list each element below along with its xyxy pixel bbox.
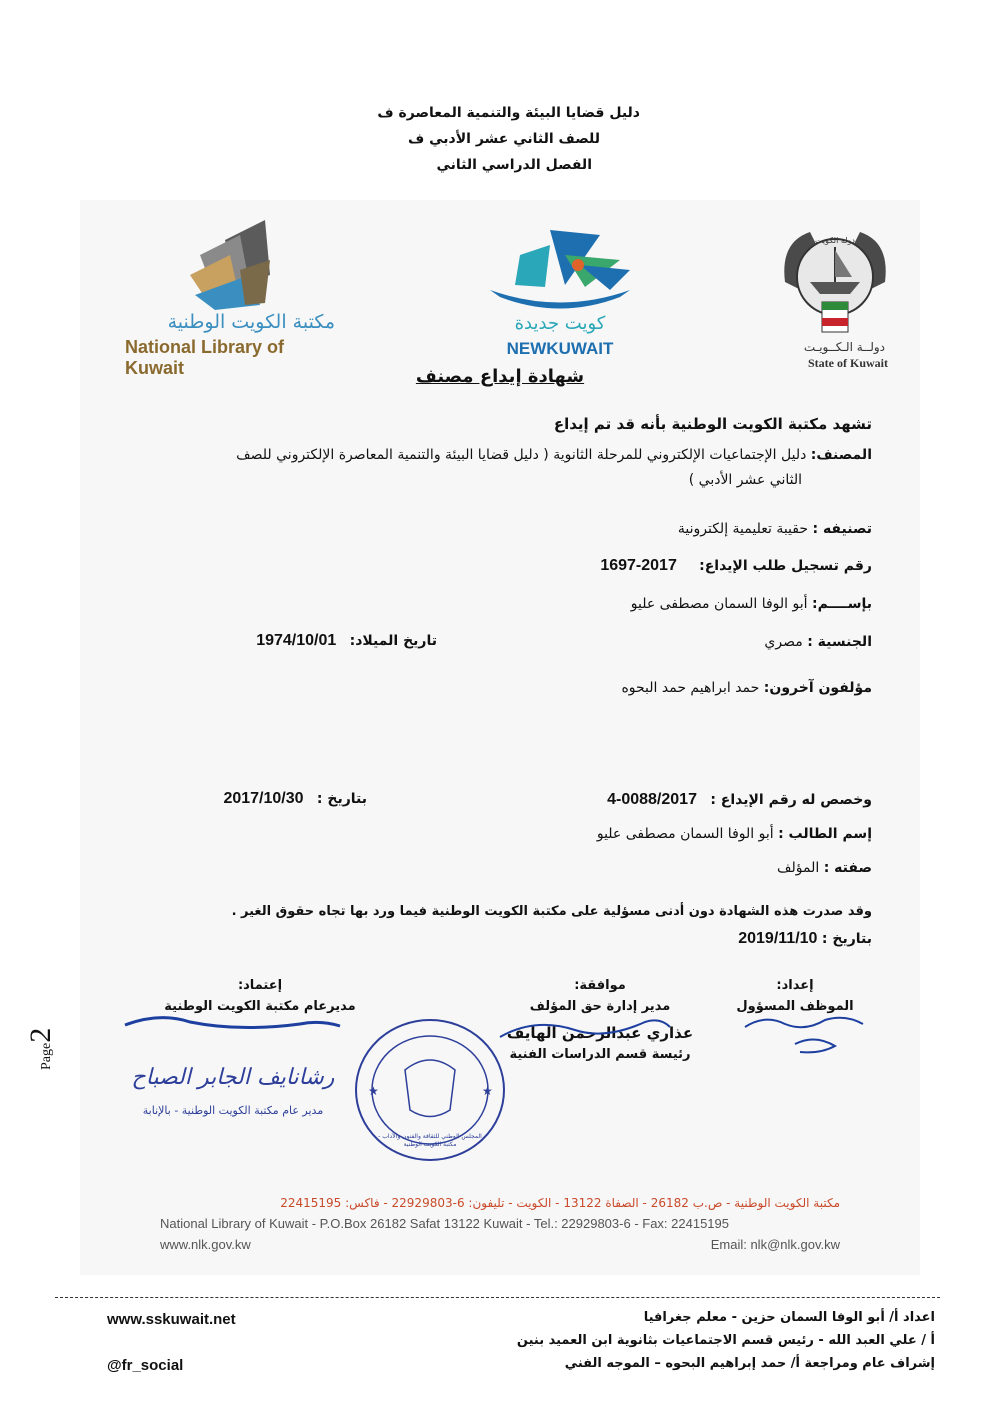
preparation-title: الموظف المسؤول <box>736 999 854 1014</box>
letterhead-ar: مكتبة الكويت الوطنية - ص.ب 26182 - الصفاة 13122 - الكويت - تليفون: 6-22929803 - فاكس: 22415195 <box>280 1196 840 1210</box>
footer-social[interactable]: @fr_social <box>107 1357 184 1374</box>
adoption-name-stamp: رشانايف الجابر الصباح <box>131 1065 335 1090</box>
name-row <box>631 596 872 612</box>
other-authors-label: مؤلفون آخرون: <box>763 680 872 696</box>
registration-row <box>600 557 872 575</box>
author-label: المصنف: <box>810 447 872 463</box>
author-row <box>236 447 872 463</box>
official-seal <box>350 1015 510 1165</box>
role-value: المؤلف <box>777 860 820 876</box>
birth-date-label: تاريخ الميلاد: <box>349 633 437 649</box>
deposit-date-label: بتاريخ : <box>316 791 367 807</box>
preparation-signature <box>735 1012 870 1062</box>
birth-date-value: 1974/10/01 <box>256 632 337 649</box>
registration-value: 1697-2017 <box>600 557 677 574</box>
deposit-date-value: 2017/10/30 <box>223 790 304 807</box>
nlk-logo-ar: مكتبة الكويت الوطنية <box>167 311 335 333</box>
header-line-2: للصف الثاني عشر الأدبي ف <box>408 131 600 147</box>
page-number <box>14 1000 74 1080</box>
approval-name: عذاري عبدالرحمن الهايف <box>506 1024 694 1042</box>
page-digit: 2 <box>24 1027 57 1043</box>
letterhead-email: Email: nlk@nlk.gov.kw <box>710 1237 840 1252</box>
approval-sub: رئيسة قسم الدراسات الفنية <box>509 1047 691 1062</box>
footer-divider <box>55 1297 940 1298</box>
adoption-label: إعتماد: <box>237 978 283 993</box>
footer-credit-2: أ / علي العبد الله - رئيس قسم الاجتماعيات بثانوية ابن العميد بنين <box>516 1333 935 1348</box>
author-value-2: الثاني عشر الأدبي ) <box>688 472 802 488</box>
certificate-intro: تشهد مكتبة الكويت الوطنية بأنه قد تم إيداع <box>553 415 872 433</box>
nationality-value: مصري <box>764 634 803 650</box>
birth-date-row <box>256 632 437 650</box>
nlk-logo <box>120 215 350 378</box>
approval-label: موافقة: <box>574 978 626 993</box>
issue-date-row <box>738 930 872 948</box>
footer-credit-1: اعداد أ/ أبو الوفا السمان حزين - معلم جغرافيا <box>643 1310 935 1325</box>
header-line-3: الفصل الدراسي الثاني <box>436 157 592 173</box>
student-value: أبو الوفا السمان مصطفى عليو <box>596 826 774 842</box>
new-kuwait-en: NEWKUWAIT <box>506 339 614 358</box>
document-header <box>300 100 640 178</box>
svg-text:★: ★ <box>482 1084 493 1098</box>
adoption-sub-stamp: مدير عام مكتبة الكويت الوطنية - بالإنابة <box>142 1104 324 1117</box>
new-kuwait-ar: كويت جديدة <box>514 313 606 334</box>
page-word: Page <box>39 1042 54 1070</box>
nlk-logo-en: National Library of Kuwait <box>125 337 285 378</box>
deposit-date-row <box>223 790 367 808</box>
seal-text: المجلس الوطني للثقافة والفنون والآداب - مكتبة الكويت الوطنية <box>378 1133 482 1148</box>
role-row <box>777 860 872 876</box>
role-label: صفته : <box>823 860 872 876</box>
preparation-label: إعداد: <box>776 978 814 993</box>
nationality-row <box>764 634 872 650</box>
author-value-1: دليل الإجتماعيات الإلكتروني للمرحلة الثانوية ( دليل قضايا البيئة والتنمية المعاصرة الإلكتروني للصف <box>236 447 807 463</box>
issue-date-value: 2019/11/10 <box>738 930 818 947</box>
other-authors-value: حمد ابراهيم حمد البحوه <box>621 680 760 696</box>
deposit-value: 4-0088/2017 <box>607 791 697 808</box>
state-ar: دولــة الـكــويـت <box>803 340 885 354</box>
deposit-row <box>607 791 872 809</box>
footer-credit-3: إشراف عام ومراجعة أ/ حمد إبراهيم البحوه – الموجه الفني <box>564 1356 935 1371</box>
adoption-title: مديرعام مكتبة الكويت الوطنية <box>164 999 356 1014</box>
classification-row <box>678 521 872 537</box>
registration-label: رقم تسجيل طلب الإيداع: <box>699 558 872 574</box>
issue-date-label: بتاريخ : <box>821 931 872 947</box>
certificate-title: شهادة إيداع مصنف <box>415 366 585 387</box>
other-authors-row <box>621 680 872 696</box>
state-of-kuwait-emblem <box>770 222 900 372</box>
classification-value: حقيبة تعليمية إلكترونية <box>677 521 809 537</box>
disclaimer: وقد صدرت هذه الشهادة دون أدنى مسؤلية على مكتبة الكويت الوطنية فيما ورد بها تجاه حقوق الغير . <box>231 904 872 919</box>
approval-title: مدير إدارة حق المؤلف <box>529 999 671 1014</box>
letterhead-web: www.nlk.gov.kw <box>160 1237 251 1252</box>
new-kuwait-logo <box>480 225 640 365</box>
footer-website[interactable]: www.sskuwait.net <box>107 1311 236 1328</box>
letterhead-en: National Library of Kuwait - P.O.Box 26182 Safat 13122 Kuwait - Tel.: 22929803-6 - Fax: 22415195 <box>160 1216 729 1231</box>
preparation-block <box>720 975 870 1017</box>
adoption-signature <box>120 1010 350 1040</box>
nationality-label: الجنسية : <box>807 634 872 650</box>
name-value: أبو الوفا السمان مصطفى عليو <box>630 596 808 612</box>
classification-label: تصنيفه : <box>812 521 872 537</box>
approval-signature <box>495 1012 675 1052</box>
student-row <box>597 826 872 842</box>
header-line-1: دليل قضايا البيئة والتنمية المعاصرة ف <box>377 105 640 121</box>
student-label: إسم الطالب : <box>778 826 872 842</box>
deposit-label: وخصص له رقم الإيداع : <box>710 792 872 808</box>
svg-text:★: ★ <box>368 1084 379 1098</box>
name-label: بإســــم: <box>812 596 872 612</box>
emblem-ar: دولة الكويت <box>815 236 855 245</box>
state-en: State of Kuwait <box>808 356 888 370</box>
